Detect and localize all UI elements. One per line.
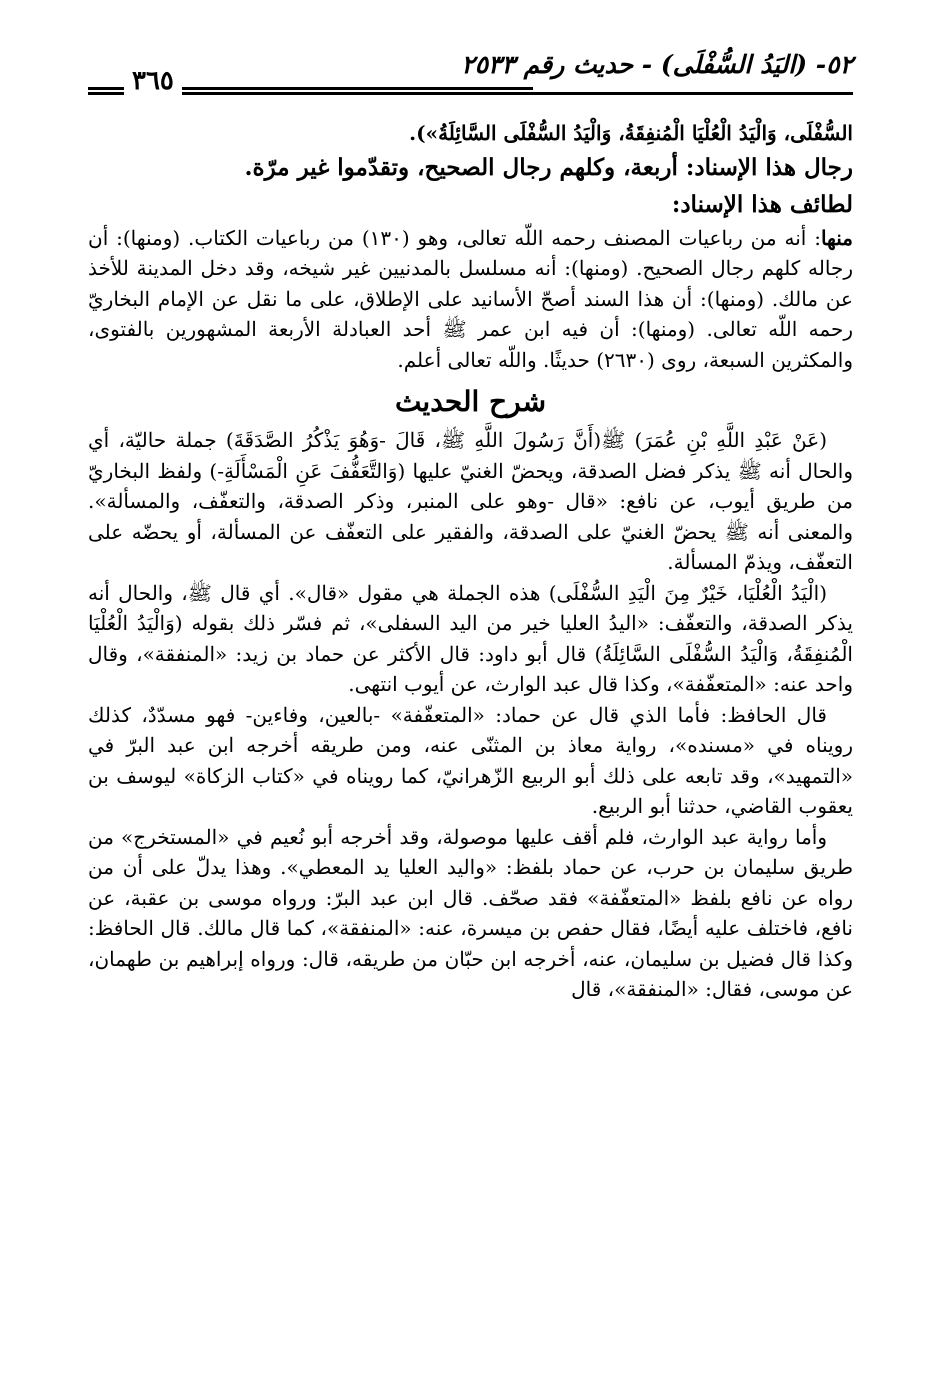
section-title: شرح الحديث (394, 385, 547, 418)
paragraph-explanation-4: وأما رواية عبد الوارث، فلم أقف عليها موصولة، وقد أخرجه أبو نُعيم في «المستخرج» من طريق سليمان بن حرب، عن حماد بلفظ: «واليد العليا يد المعطي». وهذا يدلّ على أن من رواه عن نافع بلفظ «المتعفّفة» فقد صحّف. قال ابن عبد البرّ: ورواه موسى بن عقبة، عن نافع، فاختلف عليه أيضًا، فقال حفص بن ميسرة، عنه: «المنفقة»، كما قال مالك. قال الحافظ: وكذا قال فضيل بن سليمان، عنه، أخرجه ابن حبّان من طريقه، قال: ورواه إبراهيم بن طهمان، عن موسى، فقال: «المنفقة»، قال (88, 824, 853, 1001)
paragraph-explanation-2: (الْيَدُ الْعُلْيَا، خَيْرٌ مِنَ الْيَدِ السُّفْلَى) هذه الجملة هي مقول «قال». أي قال ﷺ، والحال أنه يذكر الصدقة، والتعفّف: «اليدُ العليا خير من اليد السفلى»، ثم فسّر ذلك بقوله (وَالْيَدُ الْعُلْيَا الْمُنفِقَةُ، وَالْيَدُ السُّفْلَى السَّائِلَةُ) قال أبو داود: قال الأكثر عن حماد بن زيد: «المنفقة»، وقال واحد عنه: «المتعفّفة»، وكذا قال عبد الوارث، عن أيوب انتهى. (88, 580, 853, 696)
paragraph-hadith-end: السُّفْلَى، وَالْيَدُ الْعُلْيَا الْمُنفِقَةُ، وَالْيَدُ السُّفْلَى السَّائِلَةُ»). (409, 121, 853, 145)
paragraph-explanation-3: قال الحافظ: فأما الذي قال عن حماد: «المتعفّفة» -بالعين، وفاءين- فهو مسدّدٌ، كذلك رويناه في «مسنده»، رواية معاذ بن المثنّى عنه، ومن طريقه أخرجه ابن عبد البرّ في «التمهيد»، وقد تابعه على ذلك أبو الربيع الزّهرانيّ، كما رويناه في «كتاب الزكاة» ليوسف بن يعقوب القاضي، حدثنا أبو الربيع. (88, 702, 853, 818)
paragraph-lead: منها (820, 225, 853, 250)
page-body (88, 118, 853, 1005)
page-number: ٣٦٥ (124, 66, 182, 96)
heading-narrators: رجال هذا الإسناد: أربعة، وكلهم رجال الصحيح، وتقدّموا غير مرّة. (244, 153, 853, 181)
paragraph-text: : أنه من رباعيات المصنف رحمه اللّه تعالى، وهو (١٣٠) من رباعيات الكتاب. (ومنها): أن رجاله كلهم رجال الصحيح. (ومنها): أنه مسلسل بالمدنيين غير شيخه، وقد دخل المدينة للأخذ عن مالك. (ومنها): أن هذا السند أصحّ الأسانيد على الإطلاق، على ما نقل عن الإمام البخاريّ رحمه اللّه تعالى. (ومنها): أن فيه ابن عمر ﷺ أحد العبادلة الأربعة المشهورين بالفتوى، والمكثرين السبعة، روى (٢٦٣٠) حديثًا. واللّه تعالى أعلم. (88, 225, 853, 372)
heading-subtleties: لطائف هذا الإسناد: (671, 190, 853, 218)
paragraph-explanation-1: (عَنْ عَبْدِ اللَّهِ بْنِ عُمَرَ) ﷺ(أَنَّ رَسُولَ اللَّهِ ﷺ، قَالَ -وَهُوَ يَذْكُرُ الصَّدَقَةَ) جملة حاليّة، أي والحال أنه ﷺ يذكر فضل الصدقة، ويحضّ الغنيّ عليها (وَالتَّعَفُّفَ عَنِ الْمَسْأَلَةِ-) ولفظ البخاريّ من طريق أيوب، عن نافع: «قال -وهو على المنبر، وذكر الصدقة، والتعفّف، والمسألة». والمعنى أنه ﷺ يحضّ الغنيّ على الصدقة، والفقير على التعفّف عن المسألة، أو يحضّه على التعفّف، ويذمّ المسألة. (88, 428, 853, 574)
page-header (88, 50, 853, 100)
running-title: ٥٢- (اليَدُ السُّفْلَى) - حديث رقم ٢٥٣٣ (447, 50, 853, 79)
paragraph-subtleties (88, 223, 853, 376)
header-rule (88, 92, 853, 95)
